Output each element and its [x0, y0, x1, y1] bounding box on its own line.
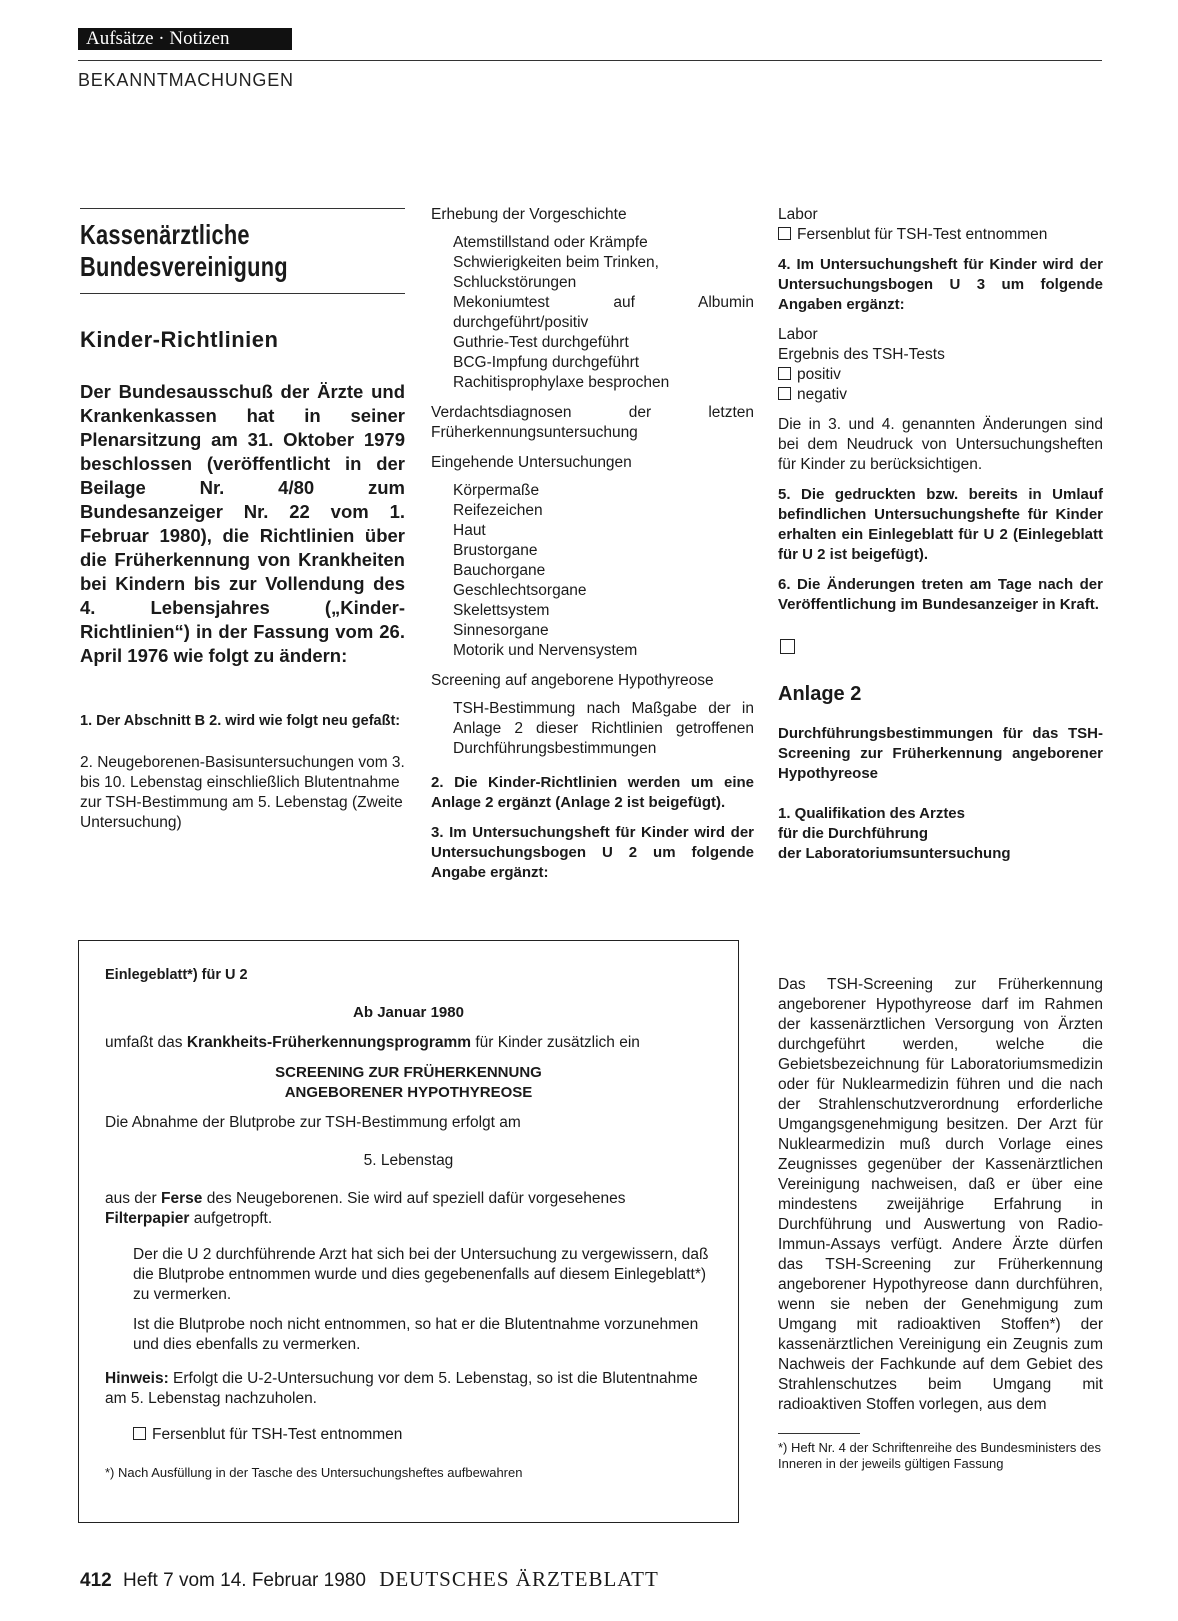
changes-note: Die in 3. und 4. genannten Änderungen sind bei dem Neudruck von Untersuchungsheften für Kinder zu berücksichtigen.: [778, 416, 1103, 473]
screening-title-line: ANGEBORENER HYPOTHYREOSE: [284, 1084, 533, 1101]
appendix-title: Anlage 2: [778, 683, 862, 705]
end-mark-icon: [780, 639, 795, 654]
org-line-1: Kassenärztliche: [80, 219, 250, 250]
insert-footnote: *) Nach Ausfüllung in der Tasche des Untersuchungsheftes aufbewahren: [105, 1465, 523, 1480]
history-heading: Erhebung der Vorgeschichte: [431, 206, 627, 223]
screening-title-line: SCREENING ZUR FRÜHERKENNUNG: [275, 1064, 542, 1081]
checkbox-label: negativ: [797, 386, 847, 403]
column-3: [778, 205, 1103, 864]
history-item: Guthrie-Test durchgeführt: [453, 334, 629, 351]
screening-text: TSH-Bestimmung nach Maßgabe der in Anlage 2 dieser Richtlinien getroffenen Durchführungsbestimmungen: [453, 700, 754, 757]
hint-label: Hinweis:: [105, 1370, 169, 1387]
insert-date: Ab Januar 1980: [353, 1004, 464, 1021]
sample-timing: Die Abnahme der Blutprobe zur TSH-Bestimmung erfolgt am: [105, 1114, 521, 1131]
exam-item: Haut: [453, 522, 486, 539]
checkbox-icon[interactable]: [133, 1427, 146, 1440]
appendix-subtitle: Durchführungsbestimmungen für das TSH-Screening zur Früherkennung angeborener Hypothyreose: [778, 725, 1103, 782]
exam-item: Reifezeichen: [453, 502, 543, 519]
checkbox-label: Fersenblut für TSH-Test entnommen: [797, 226, 1048, 243]
labor-label: Labor: [778, 326, 818, 343]
qualification-heading-line: für die Durchführung: [778, 825, 928, 842]
qualification-heading-line: 1. Qualifikation des Arztes: [778, 805, 965, 822]
qualification-text: Das TSH-Screening zur Früherkennung angeborener Hypothyreose darf im Rahmen der kassenärztlichen Versorgung von Ärzten durchgeführt werden, welche die Gebietsbezeichnung für Laboratoriumsmedizin oder für Nuklearmedizin führen und die nach der Strahlenschutzverordnung erforderliche Umgangsgenehmigung besitzen. Der Arzt für Nuklearmedizin muß durch Vorlage eines Zeugnisses gegenüber der Kassenärztlichen Vereinigung nachweisen, daß er über eine mindestens zweijährige Erfahrung in Durchführung und Auswertung von Radio-Immun-Assays verfügt. Andere Ärzte dürfen das TSH-Screening zur Früherkennung angeborener Hypothyreose dann durchführen, wenn sie neben der Genehmigung zum Umgang mit radioaktiven Stoffen*) der kassenärztlichen Vereinigung ein Zeugnis zum Nachweis der Fachkunde auf dem Gebiet des Strahlenschutzes beim Umgang mit radioaktiven Stoffen vorlegen, aus dem: [778, 976, 1103, 1413]
text-span: aufgetropft.: [189, 1210, 273, 1227]
insert-program-line: [105, 1033, 712, 1053]
insert-title: Einlegeblatt*) für U 2: [105, 967, 248, 983]
issue-info: Heft 7 vom 14. Februar 1980: [122, 1570, 366, 1591]
screening-heading: Screening auf angeborene Hypothyreose: [431, 672, 714, 689]
exam-item: Brustorgane: [453, 542, 538, 559]
positive-option: [778, 365, 1103, 385]
exam-item: Geschlechtsorgane: [453, 582, 587, 599]
doctor-instruction-2: Ist die Blutprobe noch nicht entnommen, so hat er die Blutentnahme vorzunehmen und dies ebenfalls zu vermerken.: [133, 1316, 699, 1353]
history-item: Schwierigkeiten beim Trinken, Schluckstörungen: [453, 254, 659, 291]
column-3-continued: [778, 975, 1103, 1472]
sample-day: 5. Lebenstag: [363, 1152, 454, 1169]
suspected-diagnoses: Verdachtsdiagnosen der letzten Früherkennungsuntersuchung: [431, 404, 754, 441]
point-6: 6. Die Änderungen treten am Tage nach der Veröffentlichung im Bundesanzeiger in Kraft.: [778, 576, 1103, 613]
checkbox-label: positiv: [797, 366, 841, 383]
point-2: 2. Die Kinder-Richtlinien werden um eine Anlage 2 ergänzt (Anlage 2 ist beigefügt).: [431, 774, 754, 811]
tsh-result-label: Ergebnis des TSH-Tests: [778, 346, 945, 363]
negative-option: [778, 385, 1103, 405]
insert-sheet-box: [78, 940, 739, 1523]
page-number: 412: [80, 1570, 112, 1591]
exam-item: Körpermaße: [453, 482, 540, 499]
point-1-heading: 1. Der Abschnitt B 2. wird wie folgt neu gefaßt:: [80, 713, 401, 729]
footnote: *) Heft Nr. 4 der Schriftenreihe des Bundesministers des Inneren in der jeweils gültigen Fassung: [778, 1440, 1101, 1471]
history-item: Mekoniumtest auf Albumin durchgeführt/positiv: [453, 294, 754, 331]
column-1: [80, 208, 405, 833]
org-rule-top: [80, 208, 405, 209]
exam-heading: Eingehende Untersuchungen: [431, 454, 632, 471]
insert-checkbox-option: [105, 1425, 712, 1445]
exam-item: Bauchorgane: [453, 562, 546, 579]
article-intro: Der Bundesausschuß der Ärzte und Krankenkassen hat in seiner Plenarsitzung am 31. Oktober 1979 beschlossen (veröffentlicht in der Beilage Nr. 4/80 zum Bundesanzeiger Nr. 22 vom 1. Februar 1980), die Richtlinien über die Früherkennung von Krankheiten bei Kindern bis zur Vollendung des 4. Lebensjahres („Kinder-Richtlinien“) in der Fassung vom 26. April 1976 wie folgt zu ändern:: [80, 381, 405, 666]
org-line-2: Bundesvereinigung: [80, 251, 288, 282]
text-span: umfaßt das: [105, 1034, 187, 1051]
organization-title: [80, 219, 334, 283]
column-2: [431, 205, 754, 893]
exam-item: Skelettsystem: [453, 602, 550, 619]
emphasis: Filterpapier: [105, 1210, 190, 1227]
text-span: für Kinder zusätzlich ein: [471, 1034, 640, 1051]
section-tag: Aufsätze · Notizen: [78, 28, 292, 50]
checkbox-label: Fersenblut für TSH-Test entnommen: [152, 1426, 403, 1443]
checkbox-icon[interactable]: [778, 227, 791, 240]
history-item: Atemstillstand oder Krämpfe: [453, 234, 648, 251]
qualification-heading-line: der Laboratoriumsuntersuchung: [778, 845, 1011, 862]
hint-text: Erfolgt die U-2-Untersuchung vor dem 5. Lebenstag, so ist die Blutentnahme am 5. Lebenstag nachzuholen.: [105, 1370, 698, 1407]
exam-item: Sinnesorgane: [453, 622, 549, 639]
header-rule: [78, 60, 1102, 61]
history-item: Rachitisprophylaxe besprochen: [453, 374, 670, 391]
qualification-heading: [778, 804, 1103, 864]
journal-name: DEUTSCHES ÄRZTEBLATT: [379, 1567, 659, 1591]
hint: [105, 1369, 712, 1409]
doctor-instruction: Der die U 2 durchführende Arzt hat sich bei der Untersuchung zu vergewissern, daß die Blutprobe entnommen wurde und dies gegebenenfalls auf diesem Einlegeblatt*) zu vermerken.: [133, 1246, 709, 1303]
program-name: Krankheits-Früherkennungsprogramm: [186, 1034, 472, 1051]
sample-location: [105, 1189, 712, 1229]
history-item: BCG-Impfung durchgeführt: [453, 354, 640, 371]
point-1-text: 2. Neugeborenen-Basisuntersuchungen vom 3. bis 10. Lebenstag einschließlich Blutentnahme zur TSH-Bestimmung am 5. Lebenstag (Zweite Untersuchung): [80, 754, 405, 831]
exam-item: Motorik und Nervensystem: [453, 642, 638, 659]
checkbox-icon[interactable]: [778, 387, 791, 400]
labor-label: Labor: [778, 206, 818, 223]
text-span: des Neugeborenen. Sie wird auf speziell dafür vorgesehenes: [202, 1190, 626, 1207]
footnote-rule: [778, 1433, 860, 1434]
emphasis: Ferse: [161, 1190, 203, 1207]
page-footer: [80, 1567, 659, 1592]
point-4: 4. Im Untersuchungsheft für Kinder wird der Untersuchungsbogen U 3 um folgende Angaben ergänzt:: [778, 256, 1103, 313]
checkbox-icon[interactable]: [778, 367, 791, 380]
screening-title: [105, 1063, 712, 1103]
org-rule-bottom: [80, 293, 405, 294]
text-span: aus der: [105, 1190, 162, 1207]
article-title: Kinder-Richtlinien: [80, 327, 279, 352]
fersenblut-option: [778, 225, 1103, 245]
category-label: BEKANNTMACHUNGEN: [78, 70, 294, 90]
point-5: 5. Die gedruckten bzw. bereits in Umlauf befindlichen Untersuchungshefte für Kinder erhalten ein Einlegeblatt für U 2 (Einlegeblatt für U 2 ist beigefügt).: [778, 486, 1103, 563]
point-3: 3. Im Untersuchungsheft für Kinder wird der Untersuchungsbogen U 2 um folgende Angabe ergänzt:: [431, 824, 754, 881]
